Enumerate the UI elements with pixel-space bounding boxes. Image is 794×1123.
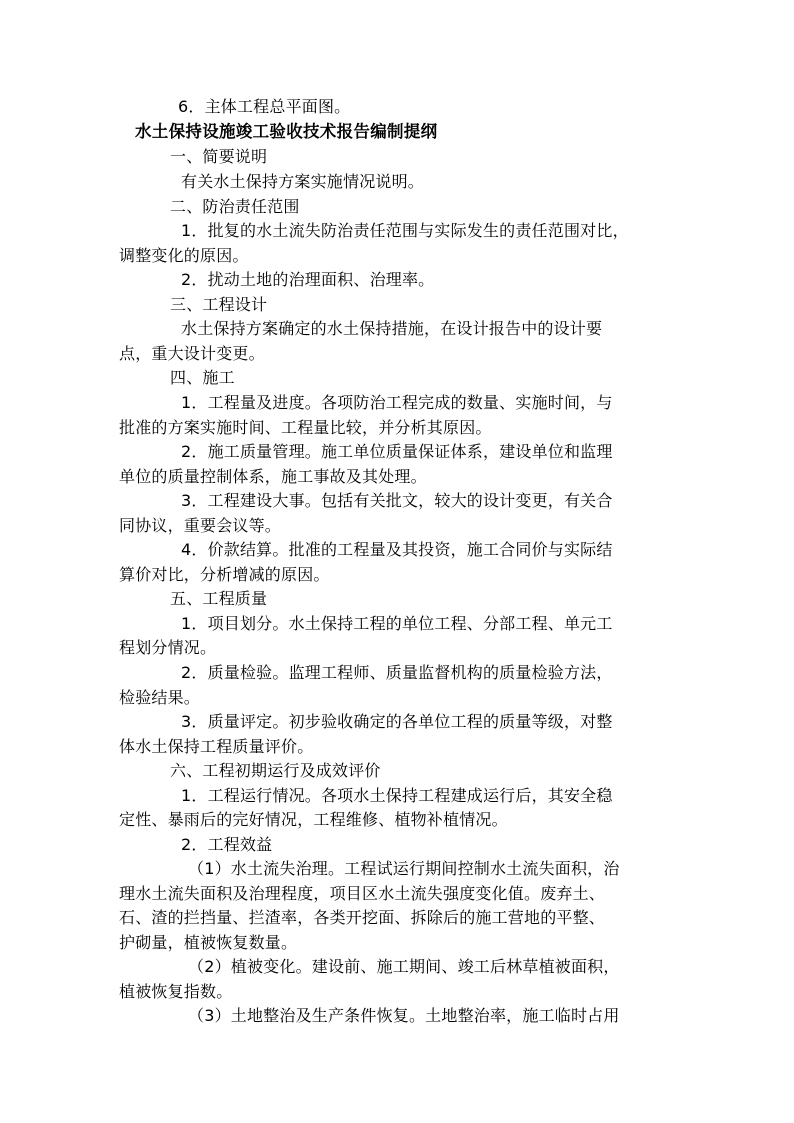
text-line: 1．工程运行情况。各项水土保持工程建成运行后，其安全稳 <box>181 786 613 805</box>
text-line: 护砌量，植被恢复数量。 <box>119 933 298 952</box>
text-line: 1．工程量及进度。各项防治工程完成的数量、实施时间，与 <box>181 393 613 412</box>
text-line: 2．施工质量管理。施工单位质量保证体系，建设单位和监理 <box>181 442 613 461</box>
text-line: 定性、暴雨后的完好情况，工程维修、植物补植情况。 <box>119 810 508 829</box>
text-line: 4．价款结算。批准的工程量及其投资，施工合同价与实际结 <box>181 540 613 559</box>
text-line: 3．质量评定。初步验收确定的各单位工程的质量等级，对整 <box>181 712 613 731</box>
text-line: 调整变化的原因。 <box>119 246 249 265</box>
section-heading: 四、施工 <box>170 368 235 387</box>
text-line: 1．项目划分。水土保持工程的单位工程、分部工程、单元工 <box>181 614 613 633</box>
text-line: 检验结果。 <box>119 688 201 707</box>
text-line: 2．扰动土地的治理面积、治理率。 <box>181 270 435 289</box>
text-line: 程划分情况。 <box>119 638 217 657</box>
text-line: 批准的方案实施时间、工程量比较，并分析其原因。 <box>119 418 492 437</box>
section-heading: 三、工程设计 <box>170 295 268 314</box>
section-heading: 二、防治责任范围 <box>170 197 300 216</box>
text-line: （2）植被变化。建设前、施工期间、竣工后林草植被面积， <box>188 957 620 976</box>
section-heading: 六、工程初期运行及成效评价 <box>170 761 381 780</box>
text-line: 同协议，重要会议等。 <box>119 516 282 535</box>
text-line: 水土保持方案确定的水土保持措施，在设计报告中的设计要 <box>181 319 603 338</box>
section-heading: 一、简要说明 <box>170 147 268 166</box>
text-line: 植被恢复指数。 <box>119 982 233 1001</box>
text-line: 石、渣的拦挡量、拦渣率，各类开挖面、拆除后的施工营地的平整、 <box>119 908 606 927</box>
text-line: （3）土地整治及生产条件恢复。土地整治率，施工临时占用 <box>188 1006 620 1025</box>
text-line: 算价对比，分析增减的原因。 <box>119 565 330 584</box>
text-line: 单位的质量控制体系，施工事故及其处理。 <box>119 467 427 486</box>
document-title: 水土保持设施竣工验收技术报告编制提纲 <box>135 122 438 141</box>
text-line: 点，重大设计变更。 <box>119 344 265 363</box>
text-line: （1）水土流失治理。工程试运行期间控制水土流失面积，治 <box>188 859 620 878</box>
section-heading: 五、工程质量 <box>170 589 268 608</box>
text-line: 1．批复的水土流失防治责任范围与实际发生的责任范围对比， <box>181 221 629 240</box>
text-line: 体水土保持工程质量评价。 <box>119 737 314 756</box>
text-line: 2．工程效益 <box>181 835 273 854</box>
text-line: 2．质量检验。监理工程师、质量监督机构的质量检验方法， <box>181 663 613 682</box>
text-line: 6．主体工程总平面图。 <box>178 97 351 116</box>
text-line: 理水土流失面积及治理程度，项目区水土流失强度变化值。废弃土、 <box>119 884 606 903</box>
text-line: 3．工程建设大事。包括有关批文，较大的设计变更，有关合 <box>181 491 613 510</box>
text-line: 有关水土保持方案实施情况说明。 <box>181 172 425 191</box>
